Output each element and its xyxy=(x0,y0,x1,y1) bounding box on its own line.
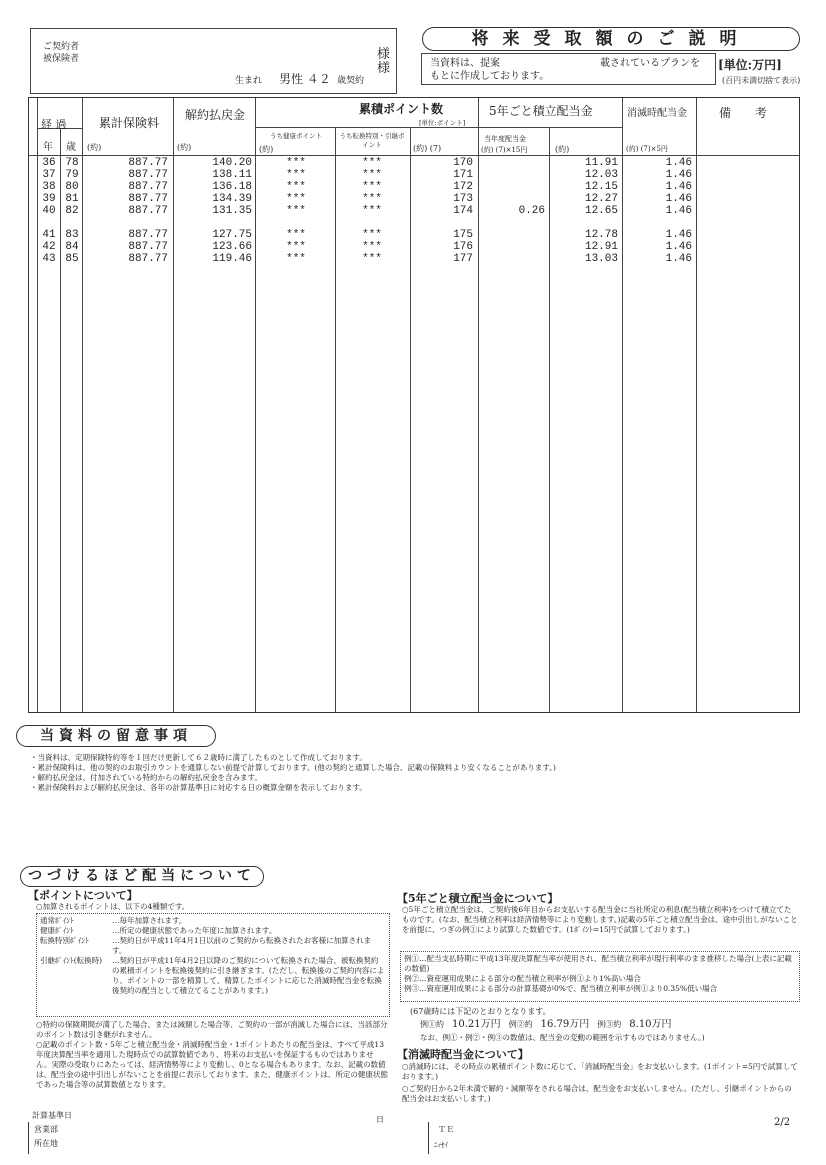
cell-year: 36 xyxy=(42,157,56,169)
cell-transfer: *** xyxy=(362,157,382,169)
honorific-insured: 様 xyxy=(376,61,390,76)
header-five-year: 5年ごと積立配当金 xyxy=(489,104,593,118)
cell-premium: 887.77 xyxy=(128,193,168,205)
day-label: 日 xyxy=(376,1115,384,1124)
def-row xyxy=(40,936,385,956)
basis-note-b: 載されているプランを xyxy=(600,58,700,69)
cell-year: 40 xyxy=(42,205,56,217)
cell-premium: 887.77 xyxy=(128,229,168,241)
page-number: 2/2 xyxy=(774,1117,791,1128)
header-extinction: 消滅時配当金 xyxy=(627,108,687,119)
cell-transfer: *** xyxy=(362,229,382,241)
table-row xyxy=(29,253,799,265)
cell-extinction: 1.46 xyxy=(665,169,692,181)
cell-points: 177 xyxy=(453,253,473,265)
cell-extinction: 1.46 xyxy=(665,205,692,217)
header-this-year-unit: (約) (7)×15円 xyxy=(481,146,528,154)
five-year-section-title: 【5年ごと積立配当金について】 xyxy=(397,892,559,905)
table-row xyxy=(29,181,799,193)
cell-transfer: *** xyxy=(362,241,382,253)
five-year-body: ○5年ごと積立配当金は、ご契約後6年目からお支払いする配当金に当社所定の利息(配当積立利率)をつけて積立てたものです。(なお、配当積立利率は経済情勢等により変動します。)記載の5年ごと積立配当金は、途中引出しがないことを前提に、つぎの例①により試算した数値です。(1ﾎﾟｲﾝﾄ=15円で試算しております。) xyxy=(402,905,798,934)
cell-points: 175 xyxy=(453,229,473,241)
cell-age: 84 xyxy=(65,241,79,253)
cell-health: *** xyxy=(286,205,306,217)
cell-extinction: 1.46 xyxy=(665,157,692,169)
cell-health: *** xyxy=(286,253,306,265)
company-label: ﾆｯｾｲ xyxy=(434,1141,448,1149)
basis-note-line2: もとに作成しております。 xyxy=(430,71,550,82)
header-surrender-unit: (約) xyxy=(177,143,192,152)
cell-year: 39 xyxy=(42,193,56,205)
cell-year: 41 xyxy=(42,229,56,241)
cell-age: 80 xyxy=(65,181,79,193)
projection-table xyxy=(28,97,800,713)
header-year: 年 xyxy=(43,142,53,153)
def-desc: …契約日が平成11年4月1日以前のご契約から転換されたお客様に加算されます。 xyxy=(112,936,372,955)
ex3-label: 例③約 xyxy=(597,1020,622,1029)
def-term: 引継ﾎﾟｲﾝﾄ(転換時) xyxy=(40,956,103,965)
header-health-unit: (約) xyxy=(259,145,274,154)
cell-surrender: 119.46 xyxy=(212,253,252,265)
def-desc: …所定の健康状態であった年度に加算されます。 xyxy=(112,926,277,935)
cell-points: 171 xyxy=(453,169,473,181)
unit-note: (百円未満切捨て表示) xyxy=(722,76,801,85)
cell-points: 172 xyxy=(453,181,473,193)
at67-values xyxy=(420,1019,798,1030)
header-surrender: 解約払戻金 xyxy=(184,108,245,122)
dividend-title: つづけるほど配当について xyxy=(20,866,264,887)
cell-age: 79 xyxy=(65,169,79,181)
def-term: 健康ﾎﾟｲﾝﾄ xyxy=(40,926,74,935)
footer-bracket-right xyxy=(428,1122,429,1154)
table-row xyxy=(29,229,799,241)
header-transfer-points: うち転換特別・引継ポイント xyxy=(339,132,405,149)
cell-health: *** xyxy=(286,241,306,253)
cell-five-year: 11.91 xyxy=(584,157,618,169)
header-points-total-unit: (約) (7) xyxy=(413,144,442,153)
cell-age: 85 xyxy=(65,253,79,265)
header-points-unit: [単位:ポイント] xyxy=(419,119,466,127)
cell-surrender: 138.11 xyxy=(212,169,252,181)
header-remarks: 備 考 xyxy=(719,106,777,120)
extinction-body-1: ○消滅時には、その時点の累積ポイント数に応じて、「消滅時配当金」をお支払いします。(1ポイント=5円で試算しております。) xyxy=(402,1062,798,1081)
cell-year: 37 xyxy=(42,169,56,181)
header-five-year-unit: (約) xyxy=(555,145,570,154)
contract-age-label: 歳契約 xyxy=(337,76,365,86)
cell-extinction: 1.46 xyxy=(665,241,692,253)
cell-extinction: 1.46 xyxy=(665,229,692,241)
at67-note: なお、例①・例②・例③の数値は、配当金の変動の範囲を示すものではありません。) xyxy=(420,1033,705,1042)
def-desc: …契約日が平成11年4月2日以降のご契約について転換された場合、被転換契約の累積ポイントを転換後契約に引き継ぎます。(ただし、転換後のご契約内容により、ポイントの一部を精算して、精算したポイントに応じた消滅時配当金を転換後契約の配当として積立てることがあります。) xyxy=(112,956,385,995)
cell-age: 81 xyxy=(65,193,79,205)
cell-five-year: 12.27 xyxy=(584,193,618,205)
cell-transfer: *** xyxy=(362,193,382,205)
cell-five-year: 12.15 xyxy=(584,181,618,193)
table-row xyxy=(29,157,799,169)
def-row xyxy=(40,916,385,926)
header-extinction-unit: (約) (7)×5円 xyxy=(626,145,668,153)
cell-age: 83 xyxy=(65,229,79,241)
ex2-label: 例②約 xyxy=(508,1020,533,1029)
def-row xyxy=(40,926,385,936)
cell-health: *** xyxy=(286,193,306,205)
cell-five-year: 12.03 xyxy=(584,169,618,181)
contractor-label: ご契約者 xyxy=(43,42,80,52)
points-notes xyxy=(36,1020,388,1090)
extinction-section-title: 【消滅時配当金について】 xyxy=(397,1048,529,1061)
cell-transfer: *** xyxy=(362,169,382,181)
gender-age: 男性 ４２ xyxy=(279,72,331,86)
ex3-value: 8.10万円 xyxy=(629,1019,672,1030)
cell-transfer: *** xyxy=(362,205,382,217)
cell-points: 174 xyxy=(453,205,473,217)
cell-transfer: *** xyxy=(362,253,382,265)
cell-year: 38 xyxy=(42,181,56,193)
cell-premium: 887.77 xyxy=(128,241,168,253)
def-term: 転換特別ﾎﾟｲﾝﾄ xyxy=(40,936,89,945)
notes-list xyxy=(30,753,800,793)
points-note: ○特約の保険期間が満了した場合、または減額した場合等、ご契約の一部が消滅した場合には、当該部分のポイント数は引き継がれません。 xyxy=(36,1020,388,1039)
cell-health: *** xyxy=(286,181,306,193)
unit-label: [単位:万円] xyxy=(718,58,782,72)
cell-health: *** xyxy=(286,229,306,241)
example-item: 例①…配当支払時期に平成13年度決算配当率が使用され、配当積立利率が現行利率のまま推移した場合(上表に記載の数値) xyxy=(404,954,792,973)
at67-label: (67歳時には下記のとおりとなります。 xyxy=(410,1007,551,1016)
ex1-value: 10.21万円 xyxy=(452,1019,501,1030)
cell-surrender: 123.66 xyxy=(212,241,252,253)
table-row xyxy=(29,169,799,181)
cell-surrender: 136.18 xyxy=(212,181,252,193)
cell-five-year: 13.03 xyxy=(584,253,618,265)
note-item: ・当資料は、定期保険特約等を１回だけ更新して６２歳時に満了したものとして作成しております。 xyxy=(30,753,367,762)
birth-label: 生まれ xyxy=(235,76,263,86)
def-desc: …毎年加算されます。 xyxy=(112,916,187,925)
cell-premium: 887.77 xyxy=(128,181,168,193)
notes-title: 当資料の留意事項 xyxy=(16,725,216,747)
cell-transfer: *** xyxy=(362,181,382,193)
honorific-contractor: 様 xyxy=(376,47,390,62)
table-row xyxy=(29,241,799,253)
note-item: ・累計保険料および解約払戻金は、各年の計算基準日に対応する日の概算金額を表示しております。 xyxy=(30,783,367,792)
address-label: 所在地 xyxy=(34,1139,58,1148)
header-premium: 累計保険料 xyxy=(98,116,159,130)
cell-five-year: 12.78 xyxy=(584,229,618,241)
cell-premium: 887.77 xyxy=(128,157,168,169)
contract-header-box xyxy=(30,28,397,94)
insured-label: 被保険者 xyxy=(43,54,80,64)
cell-year: 43 xyxy=(42,253,56,265)
cell-points: 173 xyxy=(453,193,473,205)
def-row xyxy=(40,956,385,996)
header-points: 累積ポイント数 xyxy=(359,102,444,116)
header-premium-unit: (約) xyxy=(87,143,102,152)
cell-points: 170 xyxy=(453,157,473,169)
ex1-label: 例①約 xyxy=(420,1020,444,1029)
header-health-points: うち健康ポイント xyxy=(270,132,322,140)
ex2-value: 16.79万円 xyxy=(540,1019,590,1030)
cell-extinction: 1.46 xyxy=(665,181,692,193)
points-definitions xyxy=(40,916,385,996)
tel-label: ＴＥ xyxy=(438,1125,454,1134)
points-intro: ○加算されるポイントは、以下の4種類です。 xyxy=(36,902,190,911)
cell-premium: 887.77 xyxy=(128,169,168,181)
header-elapsed: 経 過 xyxy=(41,118,67,131)
cell-surrender: 127.75 xyxy=(212,229,252,241)
cell-points: 176 xyxy=(453,241,473,253)
cell-surrender: 140.20 xyxy=(212,157,252,169)
examples-list xyxy=(404,954,796,994)
example-item: 例③…資産運用成果による部分の計算基礎が0%で、配当積立利率が例①より0.35%低い場合 xyxy=(404,984,718,993)
table-row xyxy=(29,205,799,217)
header-this-year: 当年度配当金 xyxy=(484,135,526,143)
cell-age: 78 xyxy=(65,157,79,169)
cell-extinction: 1.46 xyxy=(665,193,692,205)
cell-age: 82 xyxy=(65,205,79,217)
dept-label: 営業部 xyxy=(34,1125,58,1134)
extinction-body-2: ○ご契約日から2年未満で解約・減額等をされる場合は、配当金をお支払いしません。(ただし、引継ポイントからの配当金はお支払いします。) xyxy=(402,1084,792,1103)
cell-health: *** xyxy=(286,157,306,169)
basis-note-a: 当資料は、提案 xyxy=(430,58,500,69)
cell-five-year: 12.91 xyxy=(584,241,618,253)
cell-this-year: 0.26 xyxy=(518,205,545,217)
note-item: ・解約払戻金は、付加されている特約からの解約払戻金を含みます。 xyxy=(30,773,262,782)
note-item: ・累計保険料は、他の契約のお取引カウントを通算しない前提で計算しております。(他の契約と通算した場合、記載の保険料より安くなることがあります。) xyxy=(30,763,556,772)
footer-bracket xyxy=(28,1122,29,1154)
points-note: ○記載のポイント数・5年ごと積立配当金・消滅時配当金・1ポイントあたりの配当金は、すべて平成13年度決算配当率を適用した現時点での試算数値であり、将来のお支払いを保証するものではありません。実際の受取りにあたっては、経済情勢等により変動し、0となる場合もあります。なお、記載の数値は、配当金の途中引出しがないことを前提に表示しております。また、健康ポイントは、所定の健康状態であった場合等の試算数値となります。 xyxy=(36,1040,388,1089)
cell-year: 42 xyxy=(42,241,56,253)
points-section-title: 【ポイントについて】 xyxy=(28,889,138,902)
cell-surrender: 131.35 xyxy=(212,205,252,217)
def-term: 通常ﾎﾟｲﾝﾄ xyxy=(40,916,74,925)
cell-extinction: 1.46 xyxy=(665,253,692,265)
header-age: 歳 xyxy=(66,142,76,153)
page-title: 将来受取額のご説明 xyxy=(422,27,800,51)
cell-health: *** xyxy=(286,169,306,181)
example-item: 例②…資産運用成果による部分の配当積立利率が例①より1%高い場合 xyxy=(404,974,641,983)
cell-five-year: 12.65 xyxy=(584,205,618,217)
basis-note xyxy=(421,53,716,85)
table-row xyxy=(29,193,799,205)
cell-surrender: 134.39 xyxy=(212,193,252,205)
cell-premium: 887.77 xyxy=(128,205,168,217)
cell-premium: 887.77 xyxy=(128,253,168,265)
calc-base-label: 計算基準日 xyxy=(32,1111,72,1120)
